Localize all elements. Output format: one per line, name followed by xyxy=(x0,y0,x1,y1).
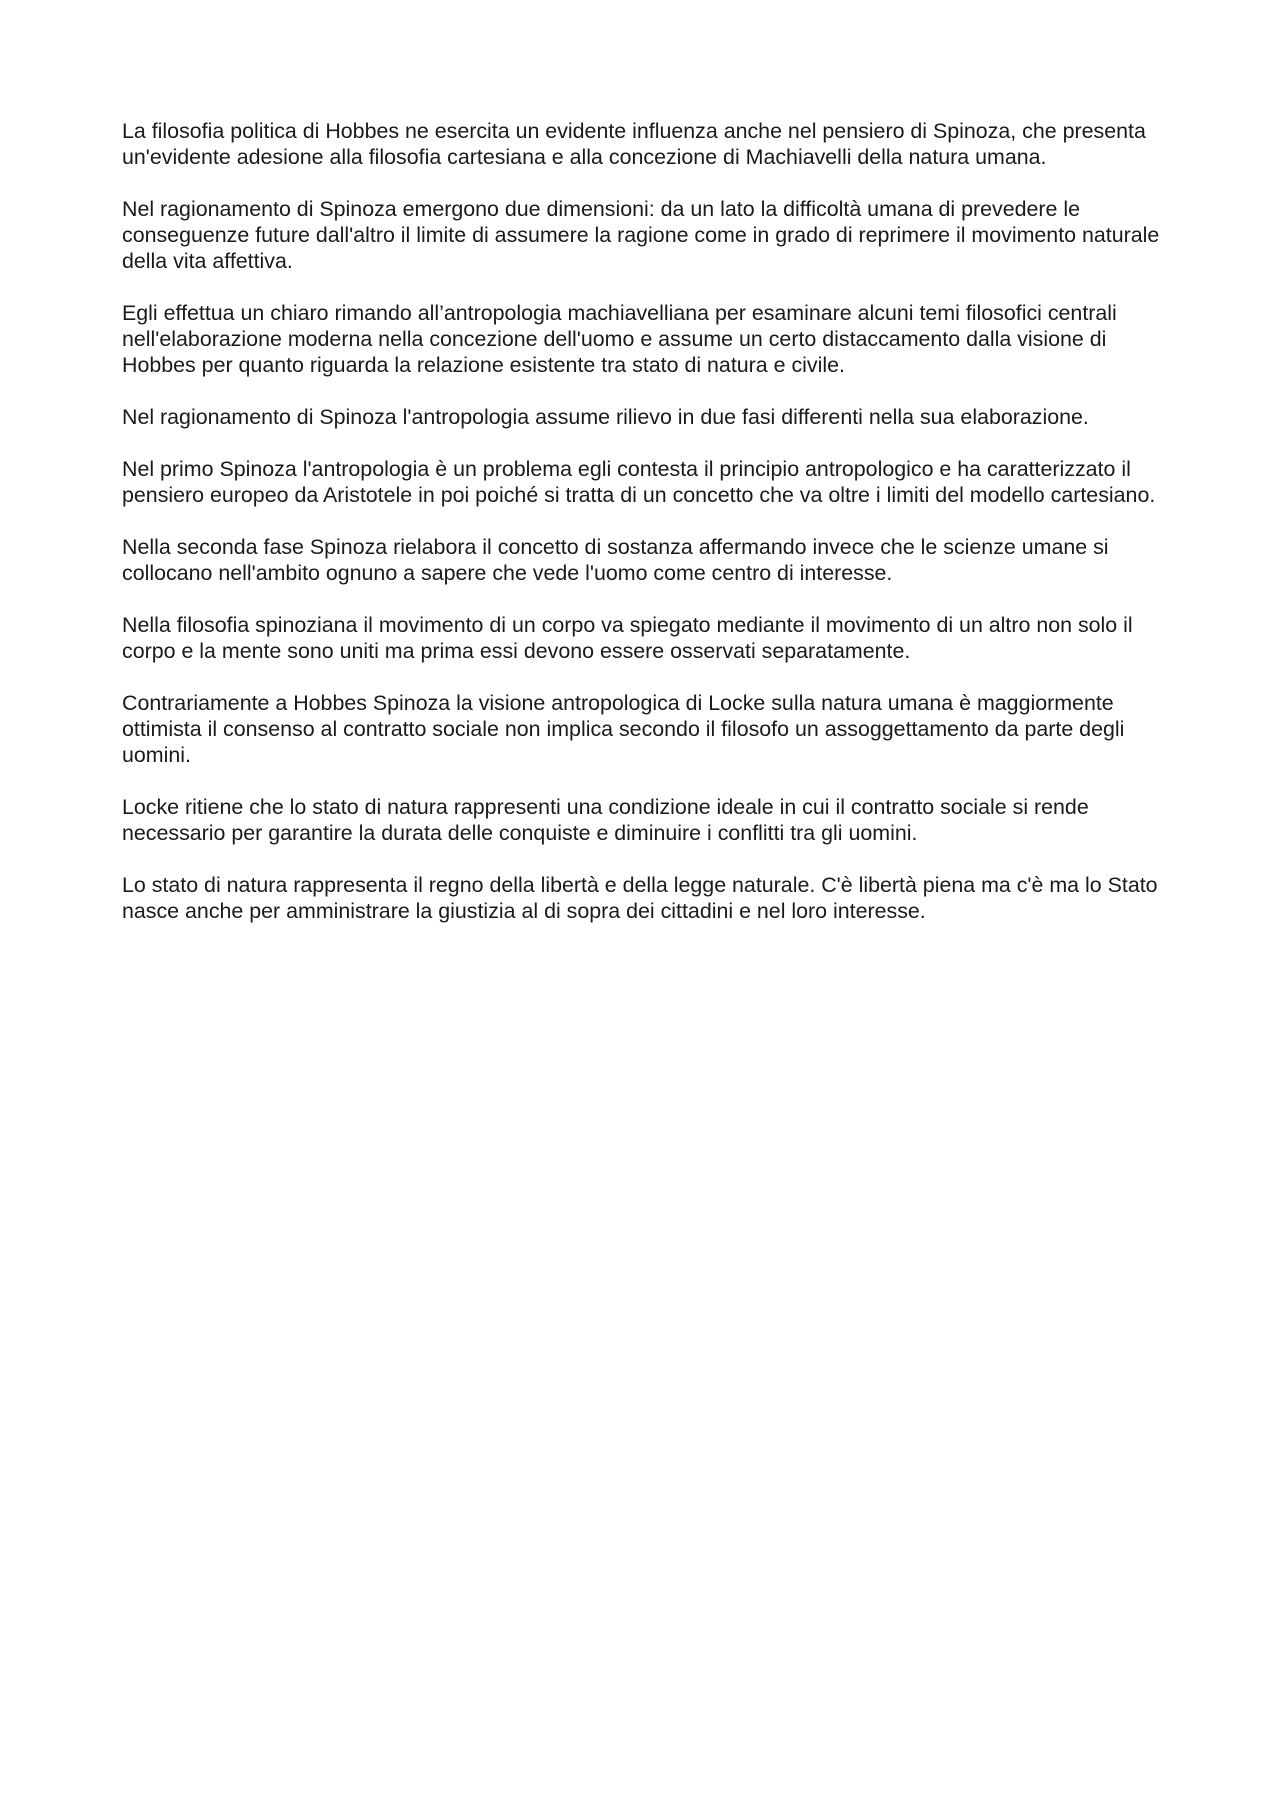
document-body xyxy=(122,118,1167,924)
paragraph: La filosofia politica di Hobbes ne esercita un evidente influenza anche nel pensiero di Spinoza, che presenta un'evidente adesione alla filosofia cartesiana e alla concezione di Machiavelli della natura umana. xyxy=(122,119,1146,169)
paragraph: Egli effettua un chiaro rimando all’antropologia machiavelliana per esaminare alcuni temi filosofici centrali nell'elaborazione moderna nella concezione dell'uomo e assume un certo distaccamento dalla visione di Hobbes per quanto riguarda la relazione esistente tra stato di natura e civile. xyxy=(122,301,1117,377)
paragraph: Nella filosofia spinoziana il movimento di un corpo va spiegato mediante il movimento di un altro non solo il corpo e la mente sono uniti ma prima essi devono essere osservati separatamente. xyxy=(122,613,1133,663)
paragraph: Nel ragionamento di Spinoza l'antropologia assume rilievo in due fasi differenti nella sua elaborazione. xyxy=(122,405,1089,429)
paragraph: Lo stato di natura rappresenta il regno della libertà e della legge naturale. C'è libertà piena ma c'è ma lo Stato nasce anche per amministrare la giustizia al di sopra dei cittadini e nel loro interesse. xyxy=(122,873,1158,923)
paragraph: Nel primo Spinoza l'antropologia è un problema egli contesta il principio antropologico e ha caratterizzato il pensiero europeo da Aristotele in poi poiché si tratta di un concetto che va oltre i limiti del modello cartesiano. xyxy=(122,457,1156,507)
paragraph: Contrariamente a Hobbes Spinoza la visione antropologica di Locke sulla natura umana è maggiormente ottimista il consenso al contratto sociale non implica secondo il filosofo un assoggettamento da parte degli uomini. xyxy=(122,691,1125,767)
paragraph: Nel ragionamento di Spinoza emergono due dimensioni: da un lato la difficoltà umana di prevedere le conseguenze future dall'altro il limite di assumere la ragione come in grado di reprimere il movimento naturale della vita affettiva. xyxy=(122,197,1160,273)
paragraph: Nella seconda fase Spinoza rielabora il concetto di sostanza affermando invece che le scienze umane si collocano nell'ambito ognuno a sapere che vede l'uomo come centro di interesse. xyxy=(122,535,1109,585)
paragraph: Locke ritiene che lo stato di natura rappresenti una condizione ideale in cui il contratto sociale si rende necessario per garantire la durata delle conquiste e diminuire i conflitti tra gli uomini. xyxy=(122,795,1089,845)
